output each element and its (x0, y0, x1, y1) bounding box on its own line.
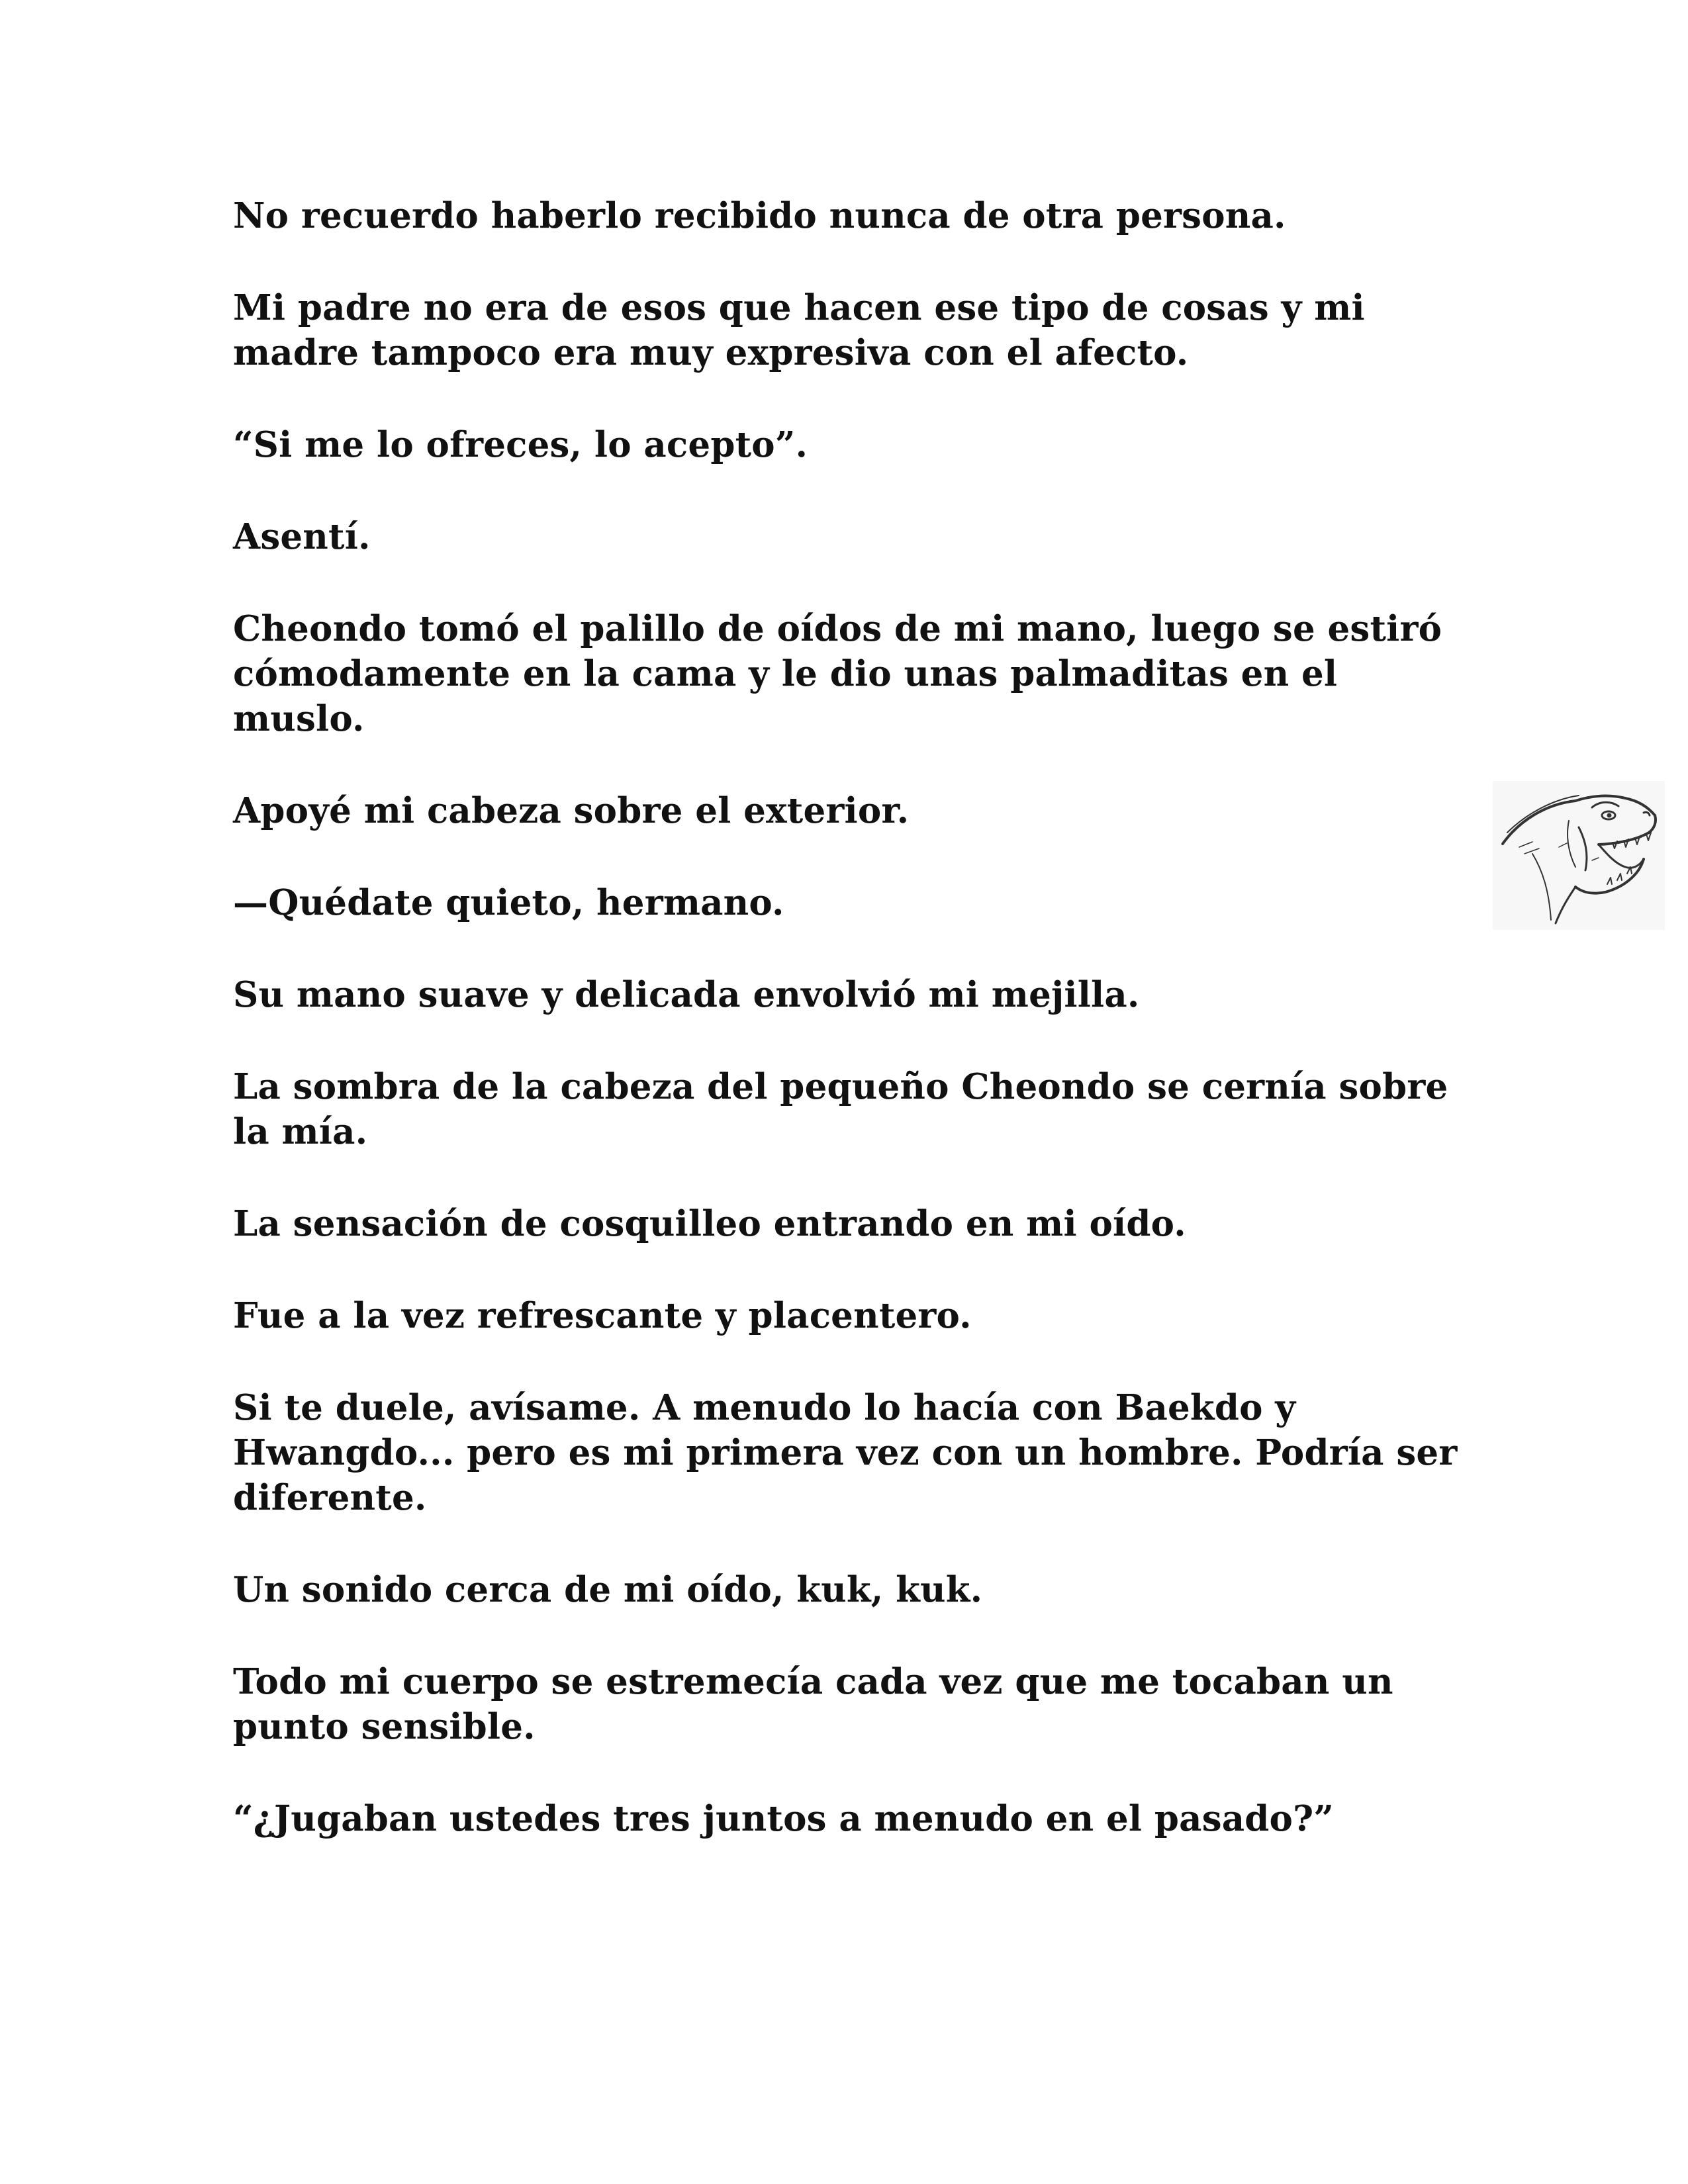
paragraph: “¿Jugaban ustedes tres juntos a menudo en el pasado?” (233, 1798, 1335, 1839)
dinosaur-head-sketch-icon (1493, 781, 1665, 930)
paragraph: “Si me lo ofreces, lo acepto”. (233, 424, 808, 465)
paragraph: Todo mi cuerpo se estremecía cada vez que me tocaban un punto sensible. (233, 1661, 1393, 1747)
paragraph: No recuerdo haberlo recibido nunca de otra persona. (233, 195, 1286, 236)
body-text (233, 193, 1464, 1888)
paragraph: La sombra de la cabeza del pequeño Cheondo se cernía sobre la mía. (233, 1066, 1448, 1152)
paragraph: —Quédate quieto, hermano. (233, 882, 784, 923)
paragraph: Cheondo tomó el palillo de oídos de mi mano, luego se estiró cómodamente en la cama y le dio unas palmaditas en el muslo. (233, 608, 1442, 739)
paragraph: Asentí. (233, 516, 371, 557)
paragraph: Un sonido cerca de mi oído, kuk, kuk. (233, 1569, 983, 1610)
paragraph: Mi padre no era de esos que hacen ese tipo de cosas y mi madre tampoco era muy expresiva con el afecto. (233, 287, 1365, 373)
paragraph: Si te duele, avísame. A menudo lo hacía con Baekdo y Hwangdo... pero es mi primera vez con un hombre. Podría ser diferente. (233, 1387, 1458, 1518)
paragraph: Su mano suave y delicada envolvió mi mejilla. (233, 974, 1140, 1015)
paragraph: Apoyé mi cabeza sobre el exterior. (233, 790, 910, 831)
paragraph: Fue a la vez refrescante y placentero. (233, 1295, 972, 1336)
paragraph: La sensación de cosquilleo entrando en mi oído. (233, 1203, 1186, 1244)
